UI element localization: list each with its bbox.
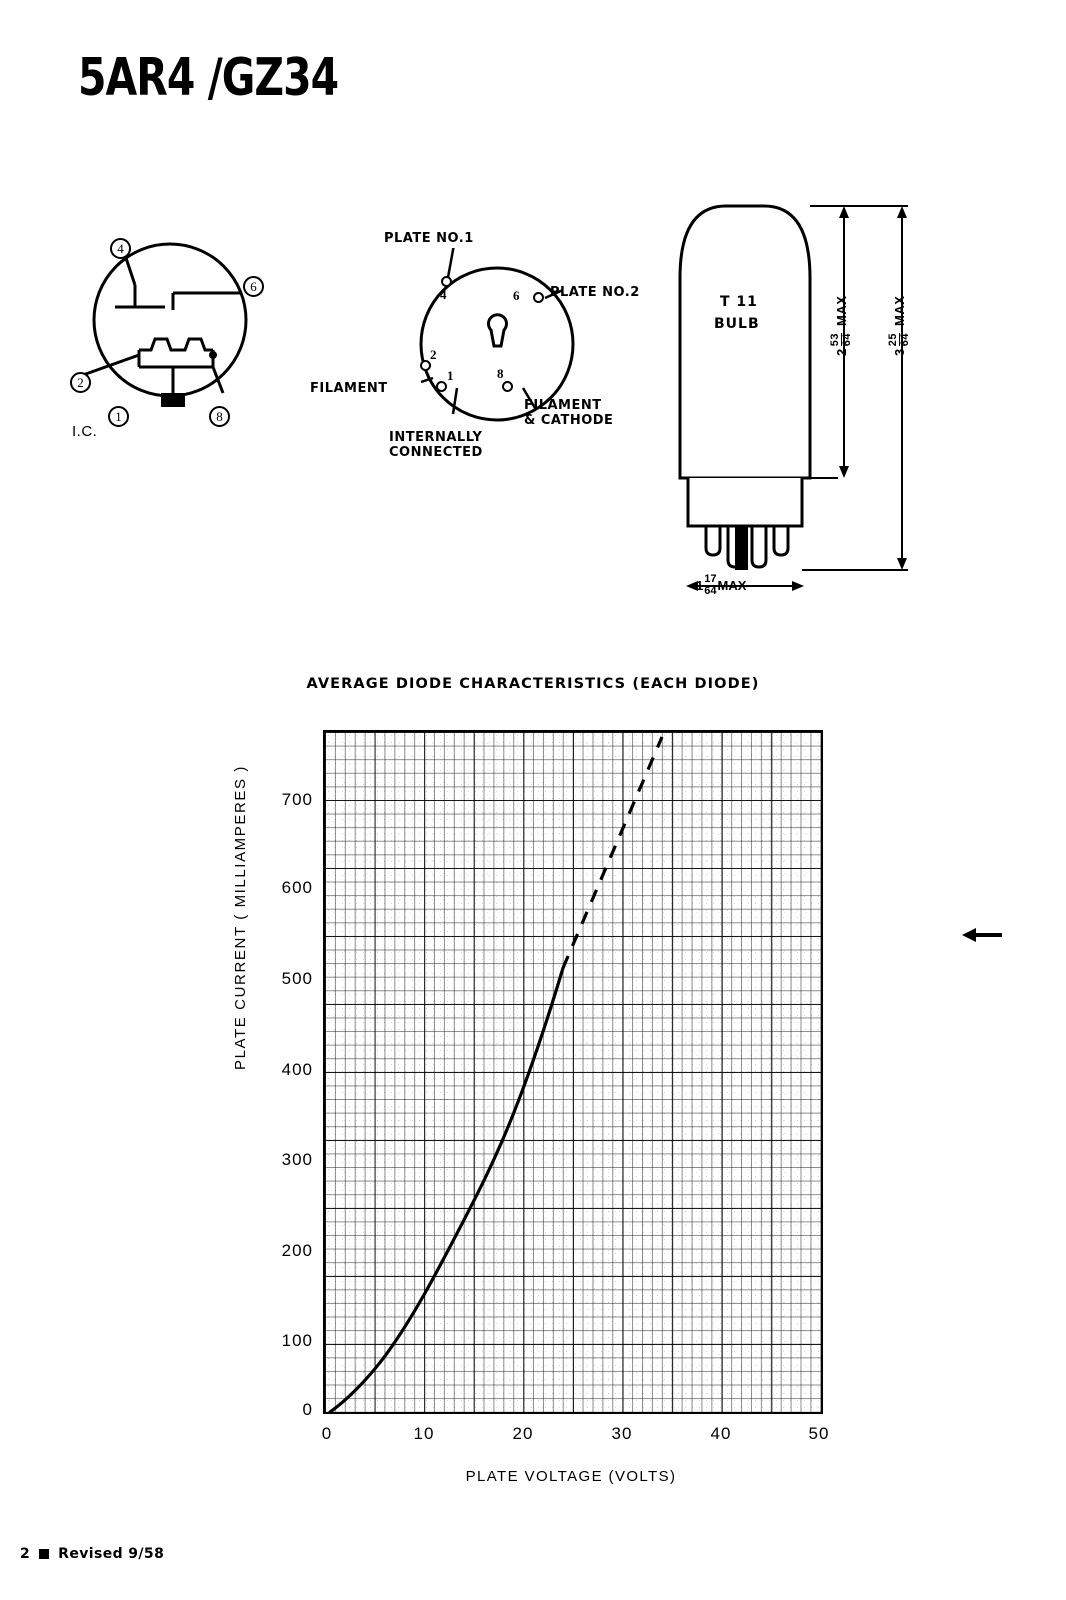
page-footer <box>20 1546 164 1562</box>
pin-number-4: 4 <box>110 238 131 259</box>
socket-pin-hole-8 <box>502 381 513 392</box>
bulb-height-denominator: 64 <box>841 333 853 347</box>
revision-label: Revised 9/58 <box>58 1546 165 1562</box>
bulb-height-whole: 2 <box>834 348 849 356</box>
x-tick-10: 10 <box>413 1424 435 1443</box>
y-tick-700: 700 <box>281 790 313 809</box>
chart-y-axis-label: PLATE CURRENT ( MILLIAMPERES ) <box>232 765 249 1070</box>
pin-number-1: 1 <box>108 406 129 427</box>
pin-number-2: 2 <box>70 372 91 393</box>
diode-characteristics-chart <box>0 676 1066 1536</box>
plate-no2-label: PLATE NO.2 <box>550 285 640 300</box>
bulb-width-denominator: 64 <box>704 585 717 597</box>
y-tick-600: 600 <box>281 878 313 897</box>
filament-cathode-line1: FILAMENT <box>524 398 602 413</box>
socket-pin-index-1: 1 <box>447 368 454 383</box>
y-tick-400: 400 <box>281 1060 313 1079</box>
y-tick-500: 500 <box>281 969 313 988</box>
x-tick-40: 40 <box>710 1424 732 1443</box>
bulb-width-whole: 1 <box>696 578 704 593</box>
pin-number-8: 8 <box>209 406 230 427</box>
y-tick-200: 200 <box>281 1241 313 1260</box>
socket-pin-hole-6 <box>533 292 544 303</box>
page-number: 2 <box>20 1546 31 1562</box>
socket-pin-index-2: 2 <box>430 347 437 362</box>
bulb-height-suffix: MAX <box>834 295 849 327</box>
internally-connected-line2: CONNECTED <box>389 444 483 460</box>
socket-pin-index-8: 8 <box>497 366 504 381</box>
chart-title: AVERAGE DIODE CHARACTERISTICS (EACH DIODE) <box>306 676 760 692</box>
bulb-type-label: T 11 <box>720 294 758 310</box>
square-bullet-icon <box>39 1549 49 1559</box>
bulb-overall-whole: 3 <box>892 348 907 356</box>
socket-pin-index-6: 6 <box>513 288 520 303</box>
page-title: 5AR4 /GZ34 <box>78 48 339 109</box>
internally-connected-label <box>389 431 483 461</box>
filament-label: FILAMENT <box>310 381 388 396</box>
bulb-height-numerator: 53 <box>829 333 841 347</box>
x-tick-0: 0 <box>321 1424 333 1443</box>
filament-cathode-line2: & CATHODE <box>524 412 614 428</box>
bulb-overall-numerator: 25 <box>887 333 899 347</box>
bulb-outline-svg <box>672 196 932 606</box>
pin-number-6: 6 <box>243 276 264 297</box>
x-tick-20: 20 <box>512 1424 534 1443</box>
plate-no1-label: PLATE NO.1 <box>384 231 474 246</box>
arrow-left-icon <box>958 922 1006 948</box>
y-tick-0: 0 <box>302 1400 313 1419</box>
filament-cathode-label <box>524 399 613 429</box>
chart-plot-area <box>281 730 830 1443</box>
y-tick-300: 300 <box>281 1150 313 1169</box>
x-tick-50: 50 <box>808 1424 830 1443</box>
basing-diagram-schematic <box>55 215 355 465</box>
internal-connection-label: I.C. <box>72 423 98 440</box>
bulb-width-suffix: MAX <box>717 578 747 593</box>
bulb-height-dimension <box>830 296 853 356</box>
socket-pin-hole-4 <box>441 276 452 287</box>
x-tick-30: 30 <box>611 1424 633 1443</box>
bulb-word-label: BULB <box>714 316 760 332</box>
chart-curve-svg <box>325 732 821 1412</box>
bulb-overall-dimension <box>888 296 911 356</box>
y-tick-100: 100 <box>281 1331 313 1350</box>
socket-pin-index-4: 4 <box>440 287 447 302</box>
bulb-overall-suffix: MAX <box>892 295 907 327</box>
bulb-width-numerator: 17 <box>704 573 717 585</box>
bulb-width-dimension <box>696 574 746 597</box>
bulb-overall-denominator: 64 <box>899 333 911 347</box>
socket-pin-hole-1 <box>436 381 447 392</box>
chart-x-axis-label: PLATE VOLTAGE (VOLTS) <box>465 1468 677 1485</box>
internally-connected-line1: INTERNALLY <box>389 430 483 445</box>
bulb-outline-diagram <box>672 196 932 606</box>
